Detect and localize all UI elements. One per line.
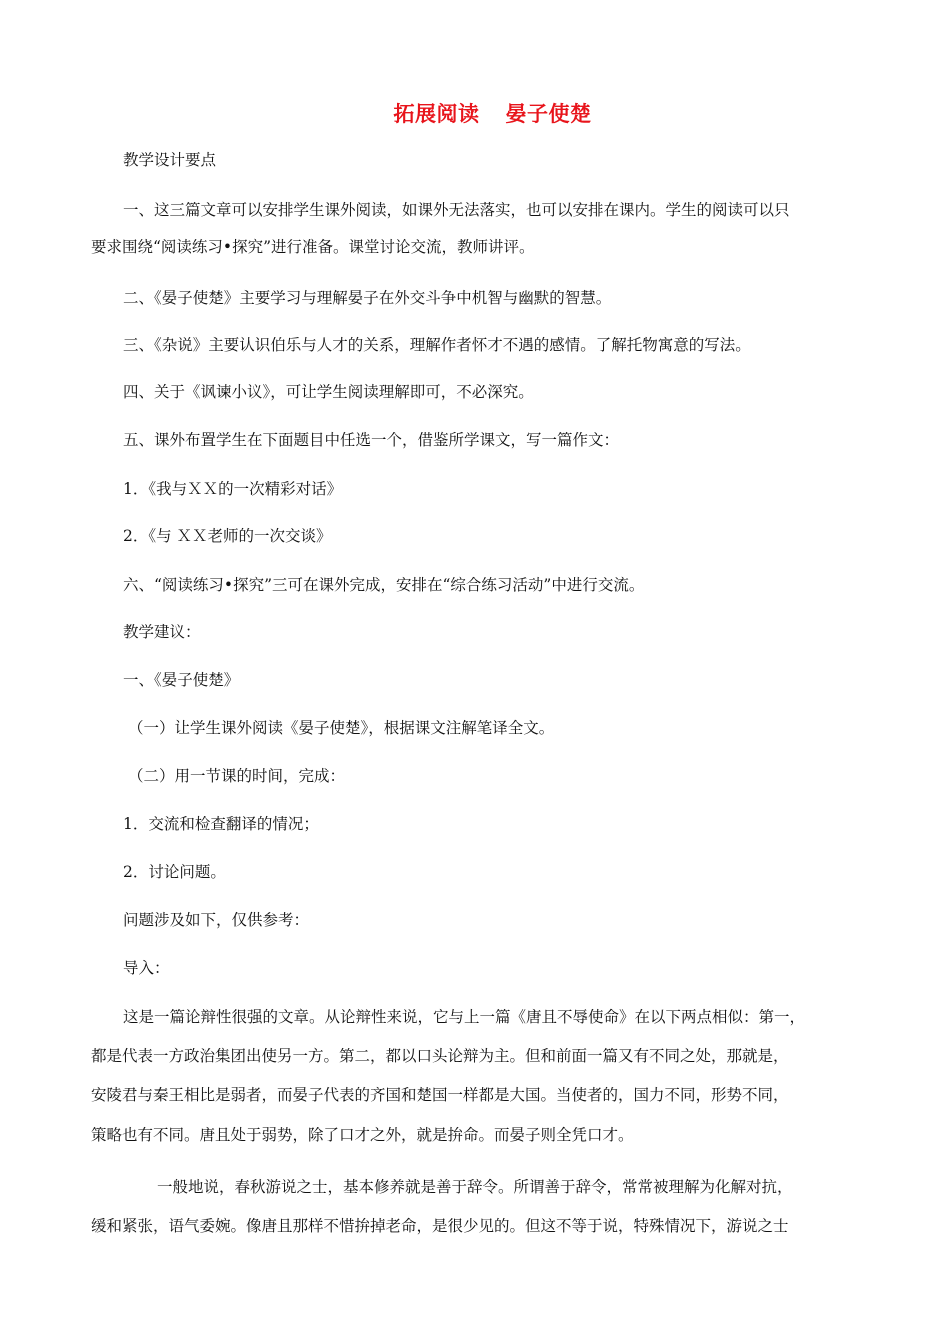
title-part-2: 晏子使楚 xyxy=(505,102,592,126)
paragraph: 这是一篇论辩性很强的文章。从论辩性来说，它与上一篇《唐且不辱使命》在以下两点相似：第一， xyxy=(123,1008,806,1026)
paragraph: 问题涉及如下，仅供参考： xyxy=(123,911,310,929)
paragraph: 1．《我与ＸＸ的一次精彩对话》 xyxy=(123,480,343,498)
paragraph: 六、“阅读练习•探究”三可在课外完成，安排在“综合练习活动”中进行交流。 xyxy=(123,576,645,594)
paragraph: 一般地说，春秋游说之士，基本修养就是善于辞令。所谓善于辞令，常常被理解为化解对抗， xyxy=(157,1178,793,1196)
paragraph: 一、这三篇文章可以安排学生课外阅读，如课外无法落实，也可以安排在课内。学生的阅读可以只 xyxy=(123,201,790,219)
paragraph-continuation: 安陵君与秦王相比是弱者，而晏子代表的齐国和楚国一样都是大国。当使者的，国力不同，形势不同， xyxy=(91,1086,789,1104)
paragraph-continuation: 策略也有不同。唐且处于弱势，除了口才之外，就是拚命。而晏子则全凭口才。 xyxy=(91,1126,634,1144)
paragraph: 2．《与 ＸＸ老师的一次交谈》 xyxy=(123,527,332,545)
paragraph-continuation: 要求围绕“阅读练习•探究”进行准备。课堂讨论交流，教师讲评。 xyxy=(91,238,535,256)
paragraph: 一、《晏子使楚》 xyxy=(123,671,240,689)
paragraph: （二）用一节课的时间，完成： xyxy=(128,767,346,785)
paragraph: 教学设计要点 xyxy=(123,151,217,169)
document-title xyxy=(0,98,950,128)
paragraph-continuation: 都是代表一方政治集团出使另一方。第二，都以口头论辩为主。但和前面一篇又有不同之处，那就是， xyxy=(91,1047,789,1065)
paragraph: 导入： xyxy=(123,959,170,977)
title-part-1: 拓展阅读 xyxy=(393,102,480,126)
paragraph: 1．交流和检查翻译的情况； xyxy=(123,815,319,833)
paragraph: 二、《晏子使楚》主要学习与理解晏子在外交斗争中机智与幽默的智慧。 xyxy=(123,289,612,307)
paragraph: 五、课外布置学生在下面题目中任选一个，借鉴所学课文，写一篇作文： xyxy=(123,431,620,449)
paragraph-continuation: 缓和紧张，语气委婉。像唐且那样不惜拚掉老命，是很少见的。但这不等于说，特殊情况下，游说之士 xyxy=(91,1217,789,1235)
paragraph: 教学建议： xyxy=(123,623,201,641)
paragraph: 四、关于《讽谏小议》，可让学生阅读理解即可，不必深究。 xyxy=(123,383,534,401)
paragraph: 2．讨论问题。 xyxy=(123,863,226,881)
paragraph: 三、《杂说》主要认识伯乐与人才的关系，理解作者怀才不遇的感情。了解托物寓意的写法。 xyxy=(123,336,751,354)
paragraph: （一）让学生课外阅读《晏子使楚》，根据课文注解笔译全文。 xyxy=(128,719,555,737)
